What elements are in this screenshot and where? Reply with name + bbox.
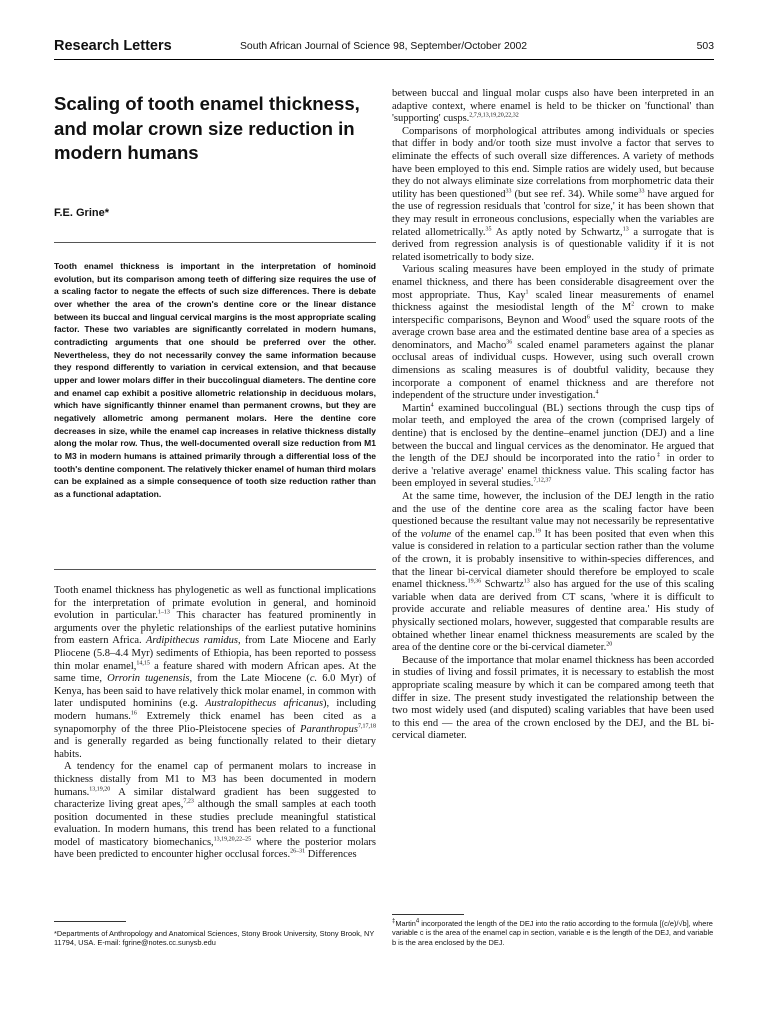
- body-paragraph: A tendency for the enamel cap of permanent molars to increase in thickness distally from M1 to M3 has been documented in modern humans.$^{13,19,20}$ A similar distalward gradient has been suggested to characterize living great apes,$^{7,23}$ although the small samples at each tooth position documented in these studies preclude meaningful statistical evaluation. In modern humans, this trend has been related to a functional model of masticatory biomechanics,$^{13,19,20,22-25}$ where the posterior molars have been predicted to encounter higher occlusal forces.$^{26-31}$ Differences: [54, 761, 377, 861]
- formula-footnote: ‡Martin$^4$ incorporated the length of the DEJ into the ratio according to the formula [(c/e)/√b], where variable c is the area of the enamel cap in section, variable e is the length of the DEJ, and variable b is the area enclosed by the DEJ.: [392, 918, 714, 947]
- article-title: Scaling of tooth enamel thickness, and molar crown size reduction in modern humans: [54, 93, 360, 163]
- body-paragraph: Tooth enamel thickness has phylogenetic as well as functional implications for the interpretation of primate evolution in general, and hominoid evolution in particular.$^{1-13}$ This character has featured prominently in arguments over the phyletic relationships of the earliest putative hominins from eastern Africa. Ardipithecus ramidus, from Late Miocene and Early Pliocene (5.8–4.4 Myr) sediments of Ethiopia, has been reported to possess thin molar enamel,$^{14,15}$ a feature shared with modern African apes. At the same time, Orrorin tugenensis, from the Late Miocene (c. 6.0 Myr) of Kenya, has been said to have relatively thick molar enamel, in common with later undisputed hominins (e.g. Australopithecus africanus), including modern humans.$^{16}$ Extremely thick enamel has been cited as a synapomorphy of the three Plio-Pleistocene species of Paranthropus$^{7,17,18}$ and is generally regarded as being functionally related to their dietary habits.: [54, 585, 376, 760]
- citation: 4: [595, 389, 599, 396]
- author-line: F.E. Grine*: [54, 207, 110, 219]
- citation: 7,12,37: [533, 477, 552, 484]
- body-paragraph: Various scaling measures have been employed in the study of primate enamel thickness, and there has been considerable disagreement over the most appropriate. Thus, Kay$^1$ scaled linear measurements of enamel thickness against the mesiodistal length of the M$^2$ crown to make interspecific comparisons, Beynon and Wood$^6$ used the square roots of the average crown base area and the estimated dentine base area of a species as denominators, and Macho$^{36}$ scaled enamel parameters against the planar occlusal areas of individual cusps. However, using such overall crown dimensions as scaling measures is of doubtful validity, because they incorporate a component of enamel thickness and are therefore not independent of the structure under investigation.$^4$: [392, 264, 714, 402]
- footnote-mark: ‡: [655, 452, 662, 459]
- footnote-rule: [392, 914, 464, 915]
- citation: 7,23: [183, 798, 194, 805]
- citation: 16: [130, 710, 137, 717]
- citation: 19,36: [467, 578, 482, 585]
- section-label: Research Letters: [54, 38, 172, 54]
- body-paragraph: between buccal and lingual molar cusps also have been interpreted in an adaptive context, where enamel is held to be thicker on 'functional' than 'supporting' cusps.$^{2,7,9,13,19,20,22,32}$: [392, 88, 714, 125]
- taxon-name: Ardipithecus ramidus: [146, 635, 239, 647]
- citation: 1–13: [157, 609, 170, 616]
- citation: 13,19,20,22–25: [213, 836, 252, 843]
- header-rule: [54, 59, 714, 60]
- running-header: [54, 38, 714, 58]
- citation: 14,15: [136, 660, 150, 667]
- superscript: 2: [631, 301, 635, 308]
- citation: 20: [606, 641, 613, 648]
- body-paragraph: Martin$^4$ examined buccolingual (BL) sections through the cusp tips of molar teeth, and employed the area of the crown (comprised largely of dentine) that is enclosed by the dentine–enamel junction (DEJ) and a line between the buccal and lingual cervices as the denominator. He argued that the length of the DEJ should be incorporated into the ratio‡ in order to derive a 'relative average' enamel thickness value. This scaling factor has been employed in several studies.$^{7,12,37}$: [392, 402, 715, 490]
- taxon-name: Orrorin tugenensis: [107, 673, 190, 685]
- citation: 6: [586, 314, 590, 321]
- citation: 13: [622, 226, 629, 233]
- citation: 13: [523, 578, 530, 585]
- abstract-top-rule: [54, 242, 376, 243]
- journal-citation: South African Journal of Science 98, September/October 2002: [240, 41, 528, 52]
- body-column-left: [54, 585, 376, 862]
- abstract-bottom-rule: [54, 569, 376, 570]
- citation: 26–31: [290, 848, 306, 855]
- citation: 13,19,20: [89, 786, 111, 792]
- citation: 19: [534, 528, 541, 535]
- abstract: Tooth enamel thickness is important in the interpretation of hominoid evolution, but its comparison among teeth of differing size requires the use of a scaling factor to negate the effects of such size differences. There is debate over whether the area of the crown's dentine core or the linear distance between its buccal and lingual cervical margins is the most appropriate scaling factor. These two variables are significantly correlated in modern humans, contradicting arguments that one should be preferred over the other. Nevertheless, they do not necessarily convey the same information because they respond differently to variation in cervical extension, and that because upper and lower molars differ in their buccolingual diameters. The dentine core and enamel cap exhibit a positive allometric relationship in deciduous molars, which have significantly thinner enamel than permanent crowns, but they are negatively allometric among permanent molars. Here the dentine core decreases in size, while the enamel cap increases in relative thickness distally along the molar row. Thus, the well-documented overall size reduction from M1 to M3 in modern humans is attained primarily through a differential loss of the tooth's dentine component. The relatively thicker enamel of human third molars can be explained as a simple consequence of tooth size reduction rather than as a functional adaptation.: [54, 261, 376, 499]
- page-number: 503: [696, 41, 714, 52]
- citation: 36: [506, 339, 513, 346]
- citation: 4: [430, 402, 434, 409]
- taxon-name: Australopithecus africanus: [205, 698, 324, 710]
- citation: 7,17,18: [358, 723, 376, 730]
- body-paragraph: Because of the importance that molar enamel thickness has been accorded in studies of living and fossil primates, it is necessary to establish the most appropriate scaling measure by which it can be compared among teeth that differ in size. The present study investigated the relationship between the two most widely used (and disputed) scaling variables that have been used to this end — the area of the crown enclosed by the DEJ, and the BL bi-cervical diameter.: [392, 654, 714, 742]
- citation: 1: [525, 289, 529, 295]
- body-paragraph: Comparisons of morphological attributes among individuals or species that differ in body and/or tooth size must involve a factor that serves to eliminate the effects of such overall size differences. A variety of methods have been employed to this end. Simple ratios are widely used, but because they do not always eliminate size correlations from morphometric data their utility has been questioned$^{33}$ (but see ref. 34). While some$^{33}$ have argued for the use of regression residuals that 'control for size,' it has been shown that they may result in erroneous conclusions, especially when the variables are related allometrically.$^{35}$ As aptly noted by Schwartz,$^{13}$ a surrogate that is derived from regression analysis is of questionable validity if it is not related isometrically to body size.: [392, 125, 714, 263]
- citation: 33: [505, 188, 512, 195]
- body-paragraph: At the same time, however, the inclusion of the DEJ length in the ratio and the use of the dentine core area as the scaling factor have been questioned because the resultant value may not necessarily be representative of the volume of the enamel cap.$^{19}$ It has been posited that even when this value is considered in relation to a particular section rather than the volume of the crown, it is probably insensitive to within-species differences, and that the linear bi-cervical diameter should therefore be employed to scale enamel thickness.$^{19,36}$ Schwartz$^{13}$ also has argued for the use of this scaling variable when data are derived from CT scans, 'where it is difficult to provide accurate and reliable measures of dentine area.' His study of physically sectioned molars, however, suggested that comparable results are obtained whether linear enamel thickness measurements are scaled by the area of the dentine core or the bi-cervical diameter.$^{20}$: [392, 491, 715, 654]
- citation: 35: [485, 226, 492, 233]
- affiliation-footnote: *Departments of Anthropology and Anatomical Sciences, Stony Brook University, Stony Brook, NY 11794, USA. E-mail: fgrine@notes.cc.sunysb.edu: [54, 929, 375, 948]
- citation: 2,7,9,13,19,20,22,32: [469, 112, 519, 119]
- footnote-rule: [54, 921, 126, 922]
- taxon-name: Paranthropus: [300, 723, 358, 735]
- citation: 33: [638, 188, 645, 195]
- body-column-right: [392, 88, 714, 743]
